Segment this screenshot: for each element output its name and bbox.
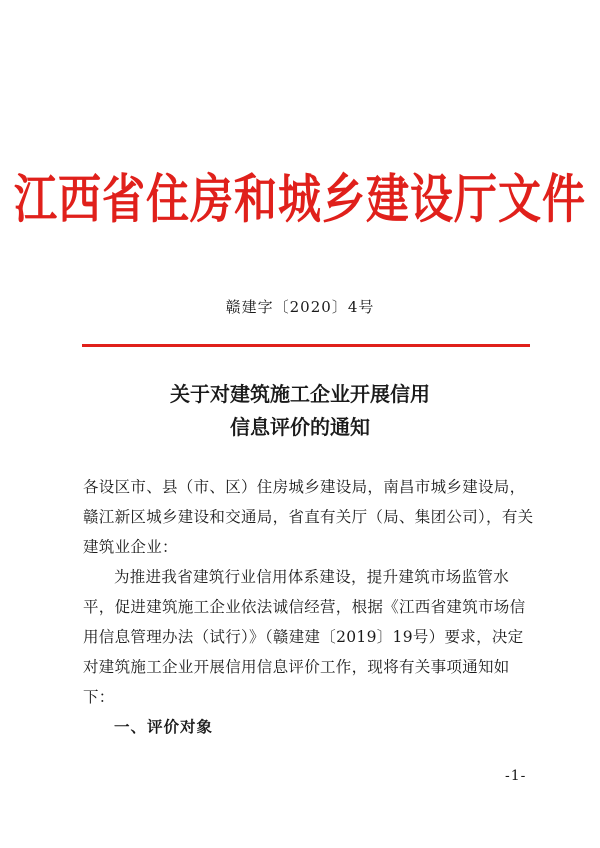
document-number: 赣建字〔2020〕4号 — [225, 298, 375, 316]
paragraph-line: 下： — [83, 688, 115, 706]
addressee-block — [83, 472, 534, 562]
paragraph-line: 平，促进建筑施工企业依法诚信经营，根据《江西省建筑市场信 — [83, 598, 526, 616]
title-line-2: 信息评价的通知 — [230, 415, 370, 439]
title-line-1: 关于对建筑施工企业开展信用 — [170, 382, 430, 406]
document-masthead: 江西省住房和城乡建设厅文件 — [14, 169, 586, 231]
addressee-line: 建筑业企业： — [83, 538, 178, 556]
page-number: -1- — [505, 768, 527, 784]
section-heading: 一、评价对象 — [114, 718, 214, 736]
paragraph-line: 用信息管理办法（试行）》（赣建建〔2019〕19号）要求，决定 — [83, 628, 524, 646]
red-divider-line — [82, 344, 530, 347]
document-title — [0, 378, 600, 444]
paragraph-line: 为推进我省建筑行业信用体系建设，提升建筑市场监管水 — [114, 568, 510, 586]
addressee-line: 各设区市、县（市、区）住房城乡建设局，南昌市城乡建设局， — [83, 478, 526, 496]
addressee-line: 赣江新区城乡建设和交通局，省直有关厅（局、集团公司），有关 — [83, 508, 534, 526]
paragraph-line: 对建筑施工企业开展信用信息评价工作，现将有关事项通知如 — [83, 658, 510, 676]
intro-paragraph — [83, 562, 526, 712]
